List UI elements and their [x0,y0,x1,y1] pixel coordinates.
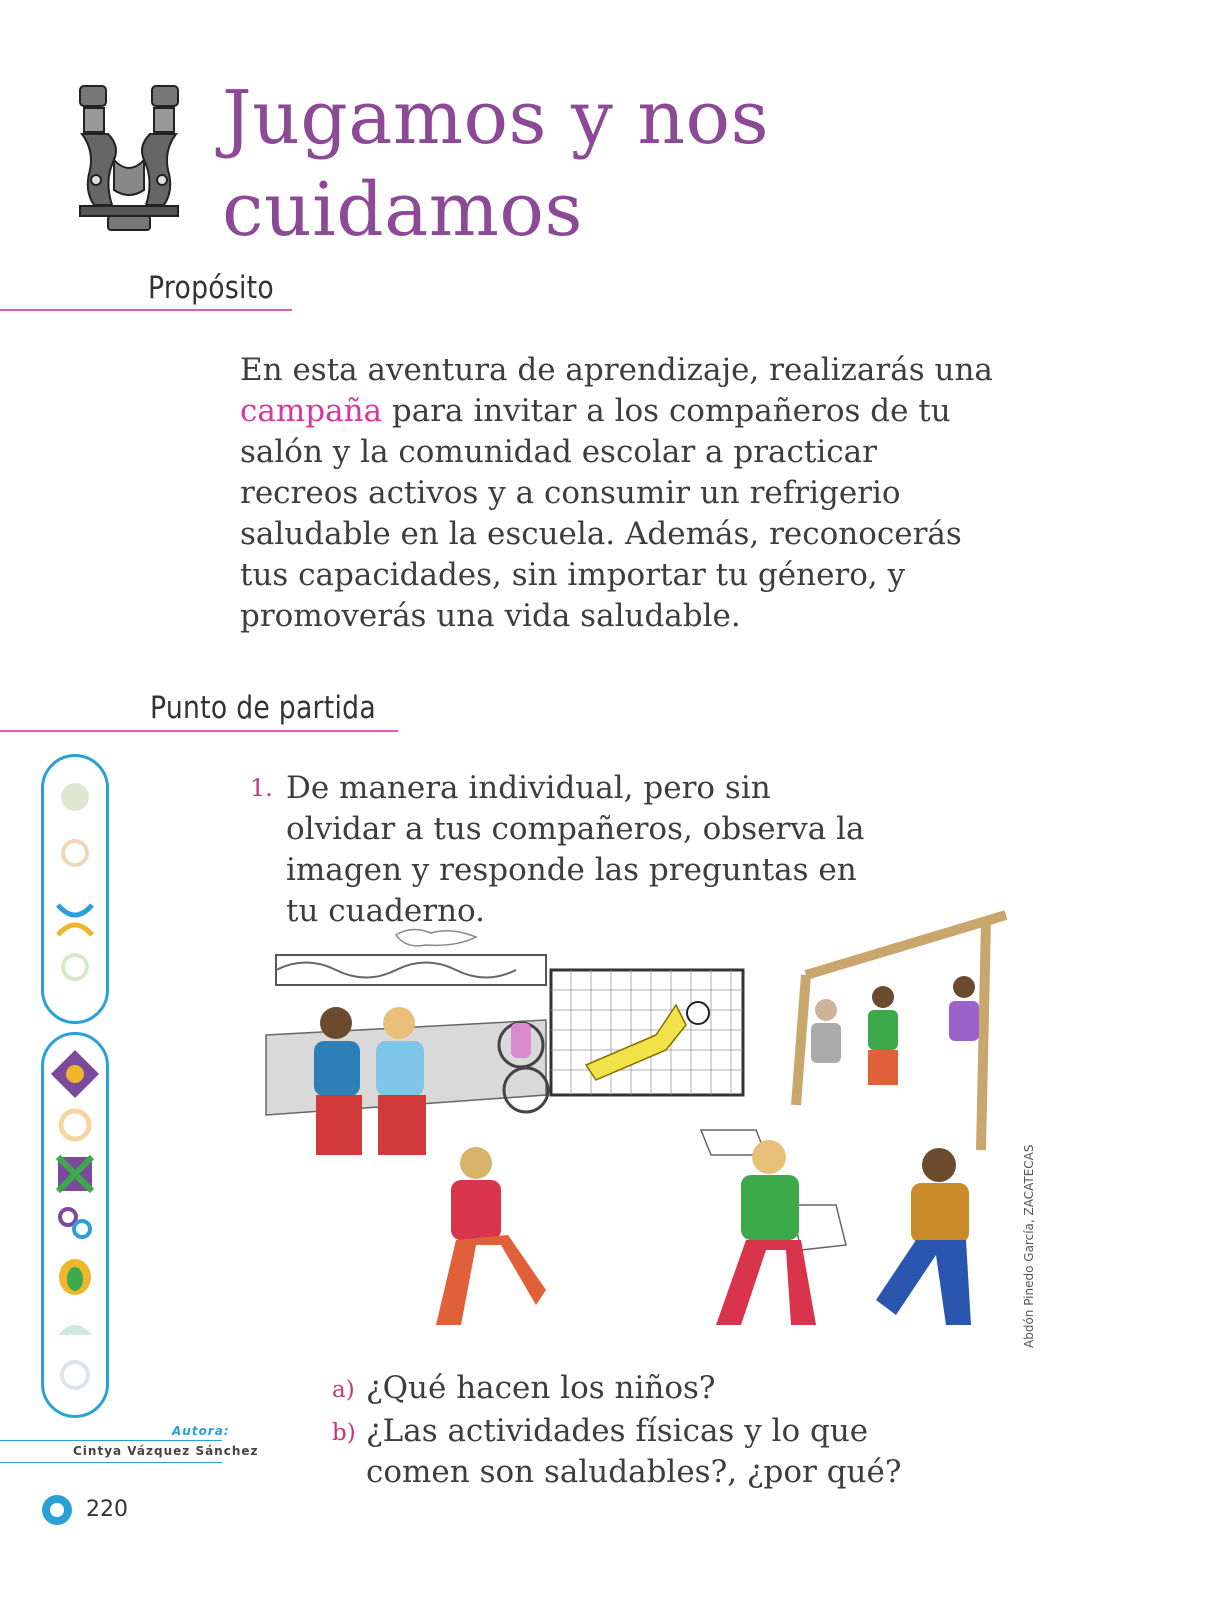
dome-icon [58,1325,92,1335]
page-badge-icon [40,1493,74,1527]
playground-illustration [246,905,1018,1355]
tree-icon [61,783,89,811]
author-label: Autora: [172,1424,230,1438]
cross-icon [58,1157,92,1191]
ring-icon [62,1362,88,1388]
circle-icon [61,1111,89,1139]
community-icon [58,905,92,935]
title-line-2: cuidamos [222,167,583,253]
people-icon [63,841,87,865]
question-a [332,1368,972,1409]
leaf-icon [59,1259,91,1295]
proposito-text-start: En esta aventura de aprendizaje, realizarás una [240,352,993,388]
proposito-text-end: para invitar a los compañeros de tu salón y la comunidad escolar a practicar recreos activos y a consumir un refrigerio saludable en la escuela. Además, reconocerás tus capacidades, sin importar tu género, y promoverás una vida saludable. [240,393,962,634]
sidebar-pill-top [41,754,109,1024]
proposito-rule [0,309,292,311]
proposito-paragraph [240,350,1000,637]
question-b-text: ¿Las actividades físicas y lo que comen son saludables?, ¿por qué? [366,1413,902,1490]
punto-rule [0,730,398,732]
question-b-label: b) [332,1420,356,1446]
question-a-text: ¿Qué hacen los niños? [366,1370,716,1406]
author-name: Cintya Vázquez Sánchez [73,1444,259,1458]
question-a-label: a) [332,1377,355,1403]
person-icon [63,955,87,979]
title-line-1: Jugamos y nos [222,75,770,161]
page-title [222,72,769,256]
decorative-glyph-icon [74,80,184,236]
link-icon [60,1209,90,1237]
proposito-heading: Propósito [148,270,274,306]
author-rule-bottom [0,1462,222,1463]
illustration-credit: Abdón Pinedo García, ZACATECAS [1022,1144,1036,1348]
item-text: De manera individual, pero sin olvidar a tus compañeros, observa la imagen y responde las preguntas en tu cuaderno. [286,770,865,929]
punto-heading: Punto de partida [150,690,376,726]
question-b [332,1411,972,1493]
sidebar-pill-bottom [41,1032,109,1418]
campana-highlight: campaña [240,393,383,429]
author-rule [0,1440,222,1441]
page-number: 220 [86,1497,128,1522]
item-number: 1. [250,774,273,802]
compass-icon [51,1050,99,1098]
